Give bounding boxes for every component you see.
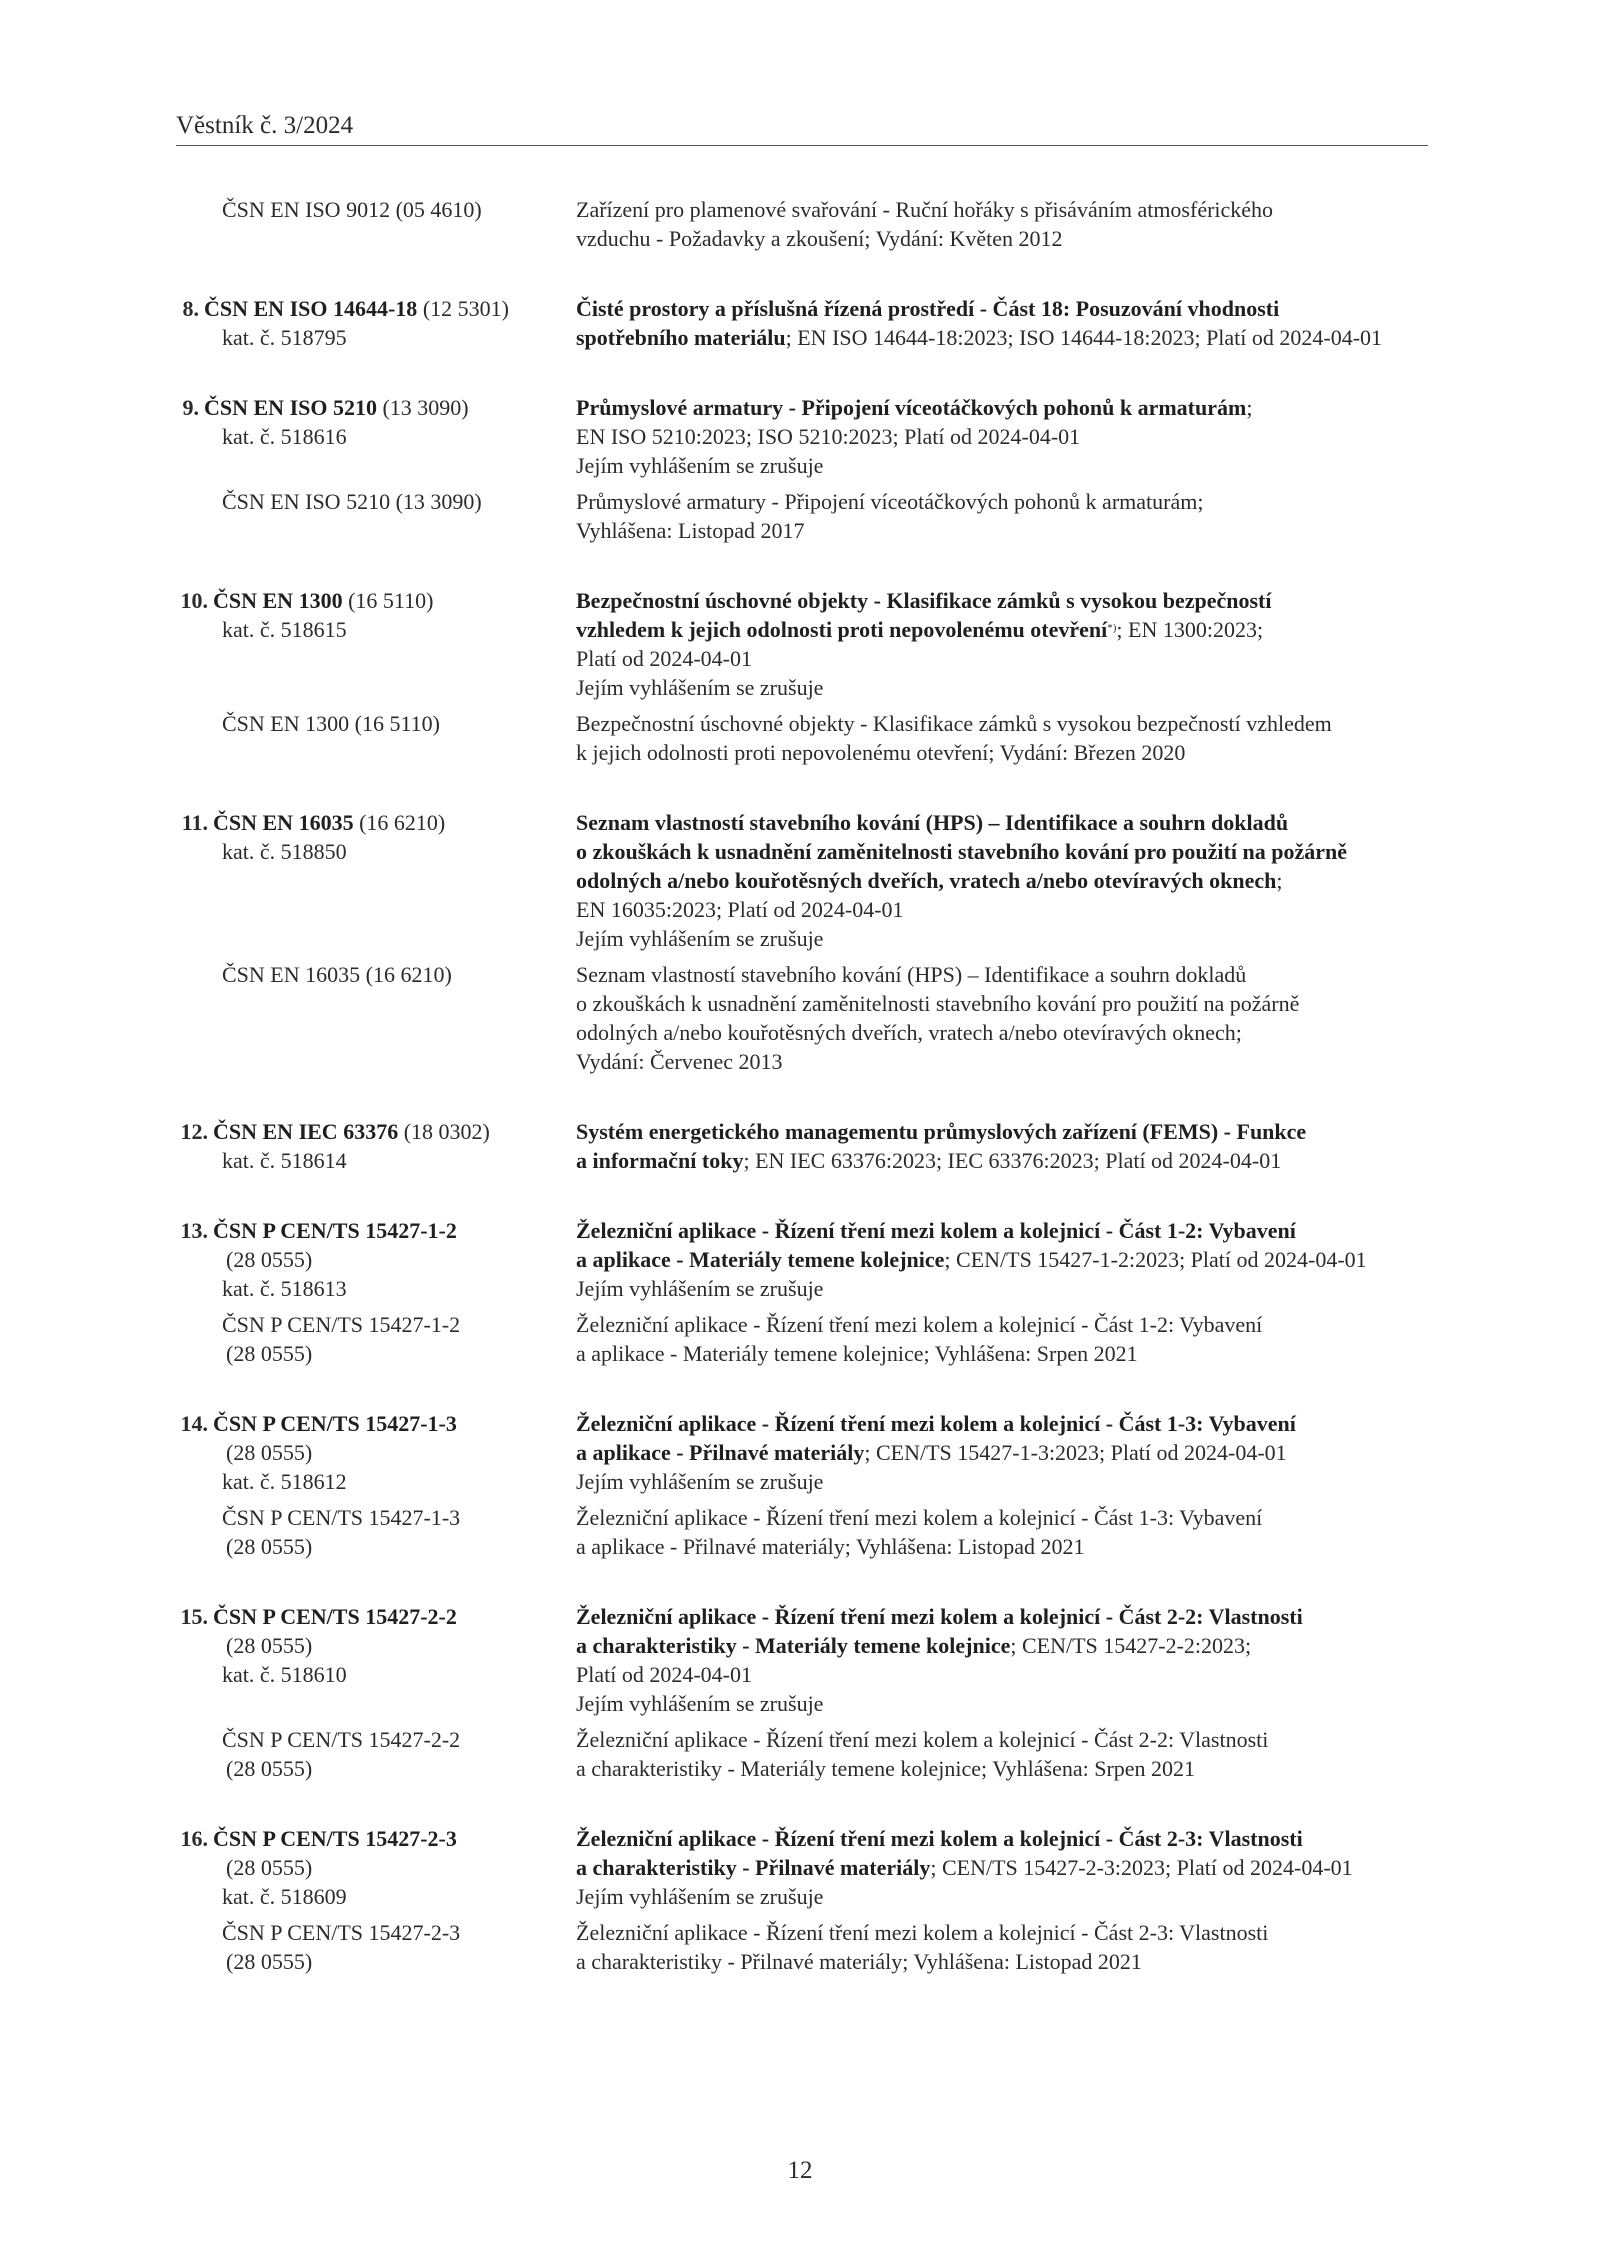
replaced-standard-code: ČSN EN 16035 (16 6210) xyxy=(222,962,452,987)
standard-title-detail: ; EN ISO 14644-18:2023; ISO 14644-18:2023; Platí od 2024-04-01 xyxy=(785,325,1383,350)
standard-title-line xyxy=(576,422,1436,451)
entry-number: 14. xyxy=(180,1411,208,1436)
replaced-standard-code: (28 0555) xyxy=(226,1534,313,1559)
standard-title-bold: odolných a/nebo kouřotěsných dveřích, vratech a/nebo otevíravých oknech xyxy=(576,868,1277,893)
replaced-standard-code: (28 0555) xyxy=(226,1949,313,1974)
entry-number: 11. xyxy=(181,810,208,835)
standard-title-line xyxy=(576,837,1436,866)
standard-title-line xyxy=(576,673,1436,702)
standard-code-cell xyxy=(176,1409,576,1496)
standard-code: ČSN P CEN/TS 15427-1-3 xyxy=(213,1411,457,1436)
standard-title-detail: Jejím vyhlášením se zrušuje xyxy=(576,1276,824,1301)
replaced-standard-code-cell xyxy=(176,1310,576,1368)
replaced-standard-title-line: Vyhlášena: Listopad 2017 xyxy=(576,518,805,543)
standard-title-bold: Železniční aplikace - Řízení tření mezi kolem a kolejnicí - Část 2-3: Vlastnosti xyxy=(576,1826,1303,1851)
replaced-standard-title-line: k jejich odolnosti proti nepovolenému otevření; Vydání: Březen 2020 xyxy=(576,740,1186,765)
replaced-standard-code-cell xyxy=(176,195,576,253)
standard-code-group: (18 0302) xyxy=(398,1119,490,1144)
standard-entry xyxy=(176,808,1436,1076)
standard-title-detail: Platí od 2024-04-01 xyxy=(576,1662,752,1687)
replaced-standard-title-line: o zkouškách k usnadnění zaměnitelnosti stavebního kování pro použití na požárně xyxy=(576,991,1300,1016)
catalog-number: kat. č. 518609 xyxy=(222,1884,347,1909)
replaced-standard-title-line: vzduchu - Požadavky a zkoušení; Vydání: Květen 2012 xyxy=(576,226,1063,251)
standard-row xyxy=(176,586,1436,702)
standard-row xyxy=(176,1409,1436,1496)
replaced-standard-title-line: odolných a/nebo kouřotěsných dveřích, vratech a/nebo otevíravých oknech; xyxy=(576,1020,1242,1045)
standard-entry xyxy=(176,1216,1436,1368)
standard-title-bold: Průmyslové armatury - Připojení víceotáčkových pohonů k armaturám xyxy=(576,395,1247,420)
standard-title-cell xyxy=(576,808,1436,953)
replaced-standard-title-line: a aplikace - Přilnavé materiály; Vyhlášena: Listopad 2021 xyxy=(576,1534,1085,1559)
standard-code-line xyxy=(174,1824,576,1853)
standard-title-cell xyxy=(576,1409,1436,1496)
standard-row xyxy=(176,1216,1436,1303)
standard-code-cell xyxy=(176,393,576,480)
replaced-standard-code-cell xyxy=(176,1918,576,1976)
standard-code: ČSN EN ISO 14644-18 xyxy=(204,296,418,321)
standard-entry xyxy=(176,1409,1436,1561)
replaced-standard-row xyxy=(176,1918,1436,1976)
page-number: 12 xyxy=(787,2157,813,2184)
standard-code: ČSN EN IEC 63376 xyxy=(213,1119,399,1144)
standard-title-bold: a aplikace - Materiály temene kolejnice xyxy=(576,1247,945,1272)
replaced-standard-title-line: a charakteristiky - Přilnavé materiály; Vyhlášena: Listopad 2021 xyxy=(576,1949,1142,1974)
standard-title-bold: Železniční aplikace - Řízení tření mezi kolem a kolejnicí - Část 2-2: Vlastnosti xyxy=(576,1604,1303,1629)
standard-title-detail: ; EN 1300:2023; xyxy=(1116,617,1264,642)
standard-title-line xyxy=(576,1274,1436,1303)
standard-code-group: (28 0555) xyxy=(226,1855,313,1880)
catalog-number: kat. č. 518615 xyxy=(222,617,347,642)
replaced-standard-title-line: Zařízení pro plamenové svařování - Ruční hořáky s přisáváním atmosférického xyxy=(576,197,1274,222)
standard-row xyxy=(176,1602,1436,1718)
replaced-standard-code: ČSN P CEN/TS 15427-1-3 xyxy=(222,1505,461,1530)
replaced-standard-title-cell xyxy=(576,487,1436,545)
replaced-standard-row xyxy=(176,960,1436,1076)
standard-title-line xyxy=(576,1689,1436,1718)
standard-title-detail: Platí od 2024-04-01 xyxy=(576,646,752,671)
standard-entry xyxy=(176,1824,1436,1976)
replaced-standard-code: ČSN P CEN/TS 15427-2-2 xyxy=(222,1727,461,1752)
entry-number: 12. xyxy=(180,1119,208,1144)
standard-code-line xyxy=(165,393,576,422)
standard-title-bold: a charakteristiky - Materiály temene kolejnice xyxy=(576,1633,1011,1658)
replaced-standard-code-cell xyxy=(176,1725,576,1783)
standard-entry xyxy=(176,1602,1436,1783)
standard-title-detail: ; CEN/TS 15427-1-3:2023; Platí od 2024-04-01 xyxy=(864,1440,1287,1465)
standard-title-bold: Čisté prostory a příslušná řízená prostředí - Část 18: Posuzování vhodnosti xyxy=(576,296,1280,321)
replaced-standard-code: ČSN P CEN/TS 15427-2-3 xyxy=(222,1920,461,1945)
standard-row xyxy=(176,808,1436,953)
replaced-standard-title-cell xyxy=(576,1725,1436,1783)
standard-row xyxy=(176,393,1436,480)
replaced-standard-code: (28 0555) xyxy=(226,1756,313,1781)
replaced-standard-row xyxy=(176,195,1436,253)
replaced-standard-code-cell xyxy=(176,709,576,767)
standard-row xyxy=(176,1117,1436,1175)
standard-title-line xyxy=(576,1824,1436,1853)
standard-title-line xyxy=(576,1660,1436,1689)
standard-code-group: (13 3090) xyxy=(376,395,469,420)
standard-title-detail: ; xyxy=(1276,868,1283,893)
catalog-number: kat. č. 518850 xyxy=(222,839,347,864)
standard-title-line xyxy=(576,1882,1436,1911)
standard-code-line xyxy=(174,586,576,615)
standard-title-line xyxy=(576,1409,1436,1438)
standard-code-line xyxy=(165,294,576,323)
replaced-standard-title-cell xyxy=(576,1503,1436,1561)
standard-title-cell xyxy=(576,1216,1436,1303)
standard-title-line xyxy=(576,586,1436,615)
replaced-standard-title-line: Železniční aplikace - Řízení tření mezi kolem a kolejnicí - Část 1-2: Vybavení xyxy=(576,1312,1263,1337)
standard-code-line xyxy=(174,1216,576,1245)
standard-code-line xyxy=(174,808,576,837)
replaced-standard-row xyxy=(176,709,1436,767)
standard-title-line xyxy=(576,1117,1436,1146)
standard-row xyxy=(176,294,1436,352)
replaced-standard-code: (28 0555) xyxy=(226,1341,313,1366)
standard-title-detail: Jejím vyhlášením se zrušuje xyxy=(576,1469,824,1494)
standard-title-line xyxy=(576,1245,1436,1274)
replaced-standard-title-line: Železniční aplikace - Řízení tření mezi kolem a kolejnicí - Část 1-3: Vybavení xyxy=(576,1505,1263,1530)
standard-title-bold: Seznam vlastností stavebního kování (HPS) – Identifikace a souhrn dokladů xyxy=(576,810,1289,835)
standard-entry xyxy=(176,294,1436,352)
standard-code-cell xyxy=(176,808,576,953)
standard-code-group: (16 5110) xyxy=(342,588,434,613)
standard-code-cell xyxy=(176,1824,576,1911)
standard-title-bold: Železniční aplikace - Řízení tření mezi kolem a kolejnicí - Část 1-2: Vybavení xyxy=(576,1218,1296,1243)
replaced-standard-code: ČSN P CEN/TS 15427-1-2 xyxy=(222,1312,461,1337)
standard-title-line xyxy=(576,1467,1436,1496)
standard-code-group: (28 0555) xyxy=(226,1440,313,1465)
catalog-number: kat. č. 518610 xyxy=(222,1662,347,1687)
standard-code: ČSN EN 16035 xyxy=(213,810,354,835)
standard-entry xyxy=(176,393,1436,545)
standard-title-bold: a aplikace - Přilnavé materiály xyxy=(576,1440,865,1465)
standard-title-line xyxy=(576,866,1436,895)
entry-number: 15. xyxy=(180,1604,208,1629)
standard-code-line xyxy=(174,1602,576,1631)
replaced-standard-code-cell xyxy=(176,960,576,1076)
replaced-standard-code: ČSN EN 1300 (16 5110) xyxy=(222,711,440,736)
standard-title-bold: Železniční aplikace - Řízení tření mezi kolem a kolejnicí - Část 1-3: Vybavení xyxy=(576,1411,1296,1436)
replaced-standard-code-cell xyxy=(176,487,576,545)
replaced-standard-title-cell xyxy=(576,1310,1436,1368)
standard-title-line xyxy=(576,323,1436,352)
replaced-standard-row xyxy=(176,487,1436,545)
replaced-standard-title-line: Seznam vlastností stavebního kování (HPS) – Identifikace a souhrn dokladů xyxy=(576,962,1247,987)
replaced-standard-title-line: a aplikace - Materiály temene kolejnice; Vyhlášena: Srpen 2021 xyxy=(576,1341,1138,1366)
replaced-standard-row xyxy=(176,1503,1436,1561)
standard-entry xyxy=(176,586,1436,767)
standard-title-bold: spotřebního materiálu xyxy=(576,325,786,350)
header-rule xyxy=(176,145,1428,146)
catalog-number: kat. č. 518614 xyxy=(222,1148,347,1173)
standard-title-line xyxy=(576,644,1436,673)
standard-code: ČSN P CEN/TS 15427-2-2 xyxy=(213,1604,457,1629)
standards-list xyxy=(176,195,1436,2017)
standard-title-line xyxy=(576,924,1436,953)
replaced-standard-title-line: Průmyslové armatury - Připojení víceotáčkových pohonů k armaturám; xyxy=(576,489,1204,514)
standard-title-bold: a charakteristiky - Přilnavé materiály xyxy=(576,1855,931,1880)
standard-title-line xyxy=(576,1631,1436,1660)
standard-code-cell xyxy=(176,586,576,702)
standard-title-line xyxy=(576,1602,1436,1631)
replaced-standard-title-line: Železniční aplikace - Řízení tření mezi kolem a kolejnicí - Část 2-2: Vlastnosti xyxy=(576,1727,1269,1752)
replaced-standard-code: ČSN EN ISO 9012 (05 4610) xyxy=(222,197,482,222)
standard-title-bold: Bezpečnostní úschovné objekty - Klasifikace zámků s vysokou bezpečností xyxy=(576,588,1272,613)
standard-title-detail: ; CEN/TS 15427-2-3:2023; Platí od 2024-04-01 xyxy=(930,1855,1353,1880)
standard-title-cell xyxy=(576,1117,1436,1175)
standard-title-line xyxy=(576,808,1436,837)
footnote-marker: *) xyxy=(1107,622,1117,634)
standard-title-detail: Jejím vyhlášením se zrušuje xyxy=(576,926,824,951)
standard-title-line xyxy=(576,1146,1436,1175)
standard-title-bold: a informační toky xyxy=(576,1148,744,1173)
standard-title-detail: Jejím vyhlášením se zrušuje xyxy=(576,1884,824,1909)
standard-code-group: (28 0555) xyxy=(226,1633,313,1658)
catalog-number: kat. č. 518616 xyxy=(222,424,347,449)
standard-code-cell xyxy=(176,1216,576,1303)
standard-title-detail: ; CEN/TS 15427-2-2:2023; xyxy=(1010,1633,1252,1658)
catalog-number: kat. č. 518795 xyxy=(222,325,347,350)
entry-number: 8. xyxy=(182,296,199,321)
standard-title-detail: ; xyxy=(1246,395,1253,420)
entry-number: 16. xyxy=(180,1826,208,1851)
replaced-standard-title-line: Bezpečnostní úschovné objekty - Klasifikace zámků s vysokou bezpečností vzhledem xyxy=(576,711,1332,736)
replaced-standard-title-line: Železniční aplikace - Řízení tření mezi kolem a kolejnicí - Část 2-3: Vlastnosti xyxy=(576,1920,1269,1945)
page-header-title: Věstník č. 3/2024 xyxy=(176,112,354,139)
entry-number: 13. xyxy=(180,1218,208,1243)
replaced-standard-title-cell xyxy=(576,195,1436,253)
replaced-standard-code: ČSN EN ISO 5210 (13 3090) xyxy=(222,489,482,514)
standard-title-detail: Jejím vyhlášením se zrušuje xyxy=(576,453,824,478)
standard-title-line xyxy=(576,393,1436,422)
standard-title-cell xyxy=(576,294,1436,352)
standard-code-group: (12 5301) xyxy=(417,296,509,321)
standard-title-detail: ; EN IEC 63376:2023; IEC 63376:2023; Platí od 2024-04-01 xyxy=(743,1148,1282,1173)
entry-number: 10. xyxy=(180,588,208,613)
entry-number: 9. xyxy=(182,395,199,420)
standard-code: ČSN EN ISO 5210 xyxy=(204,395,377,420)
standard-code-cell xyxy=(176,1117,576,1175)
standard-entry xyxy=(176,1117,1436,1175)
standard-title-line xyxy=(576,451,1436,480)
standard-title-cell xyxy=(576,1824,1436,1911)
standard-title-line xyxy=(576,1853,1436,1882)
standard-title-line xyxy=(576,895,1436,924)
standard-code-group: (16 6210) xyxy=(353,810,446,835)
standard-title-detail: ; CEN/TS 15427-1-2:2023; Platí od 2024-04-01 xyxy=(944,1247,1367,1272)
standard-code: ČSN P CEN/TS 15427-1-2 xyxy=(213,1218,457,1243)
replaced-standard-title-cell xyxy=(576,709,1436,767)
standard-code-line xyxy=(174,1117,576,1146)
standard-code: ČSN EN 1300 xyxy=(213,588,343,613)
standard-title-line xyxy=(576,294,1436,323)
standard-title-cell xyxy=(576,586,1436,702)
replaced-standard-title-cell xyxy=(576,1918,1436,1976)
standard-title-bold: o zkouškách k usnadnění zaměnitelnosti stavebního kování pro použití na požárně xyxy=(576,839,1347,864)
standard-title-bold: vzhledem k jejich odolnosti proti nepovolenému otevření xyxy=(576,617,1108,642)
standard-code-cell xyxy=(176,1602,576,1718)
replaced-standard-title-line: a charakteristiky - Materiály temene kolejnice; Vyhlášena: Srpen 2021 xyxy=(576,1756,1196,1781)
standard-title-detail: EN ISO 5210:2023; ISO 5210:2023; Platí od 2024-04-01 xyxy=(576,424,1081,449)
replaced-standard-code-cell xyxy=(176,1503,576,1561)
standard-title-line xyxy=(576,1216,1436,1245)
standard-title-detail: Jejím vyhlášením se zrušuje xyxy=(576,675,824,700)
standard-code: ČSN P CEN/TS 15427-2-3 xyxy=(213,1826,457,1851)
standard-title-cell xyxy=(576,393,1436,480)
replaced-standard-title-cell xyxy=(576,960,1436,1076)
standard-row xyxy=(176,1824,1436,1911)
standard-code-cell xyxy=(176,294,576,352)
catalog-number: kat. č. 518613 xyxy=(222,1276,347,1301)
standard-title-detail: Jejím vyhlášením se zrušuje xyxy=(576,1691,824,1716)
catalog-number: kat. č. 518612 xyxy=(222,1469,347,1494)
standard-title-bold: Systém energetického managementu průmyslových zařízení (FEMS) - Funkce xyxy=(576,1119,1307,1144)
standard-title-cell xyxy=(576,1602,1436,1718)
replaced-standard-title-line: Vydání: Červenec 2013 xyxy=(576,1049,783,1074)
standard-title-line xyxy=(576,615,1436,644)
standard-title-line xyxy=(576,1438,1436,1467)
standard-code-line xyxy=(174,1409,576,1438)
standard-title-detail: EN 16035:2023; Platí od 2024-04-01 xyxy=(576,897,904,922)
standard-code-group: (28 0555) xyxy=(226,1247,313,1272)
replaced-standard-row xyxy=(176,1725,1436,1783)
continued-entry xyxy=(176,195,1436,253)
replaced-standard-row xyxy=(176,1310,1436,1368)
